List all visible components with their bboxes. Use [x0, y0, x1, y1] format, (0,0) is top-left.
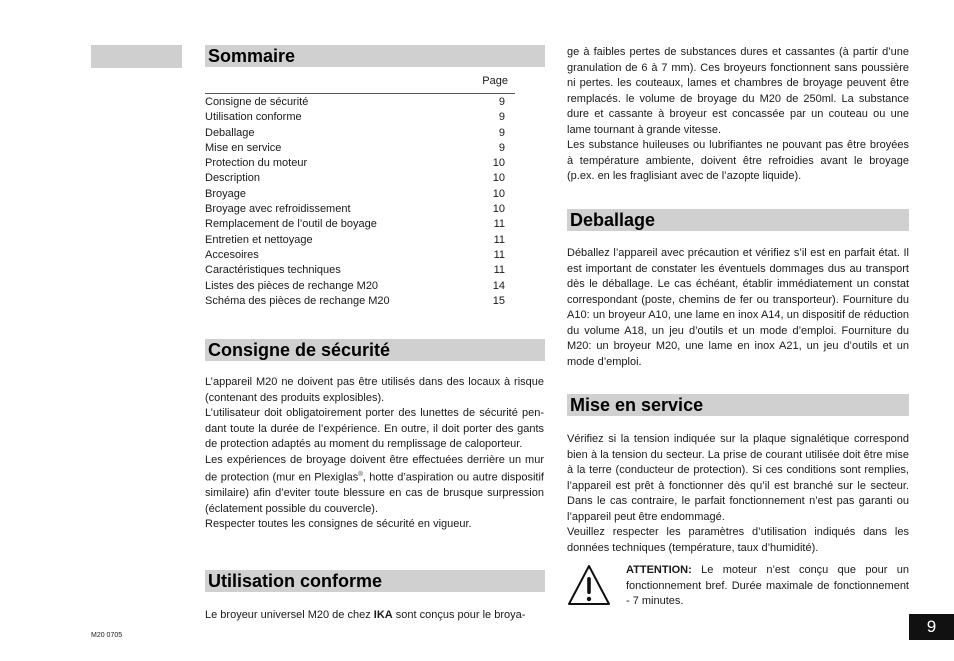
toc-page: 10 [492, 172, 505, 185]
consigne-paragraph-1: L’appareil M20 ne doivent pas être utilisés dans des locaux à risque (contenant des produits explosibles). [205, 376, 544, 404]
deballage-body [567, 246, 909, 370]
section-heading-consigne: Consigne de sécurité [205, 339, 545, 361]
toc-label: Accesoires [205, 248, 259, 261]
toc-page: 15 [492, 294, 505, 307]
toc-row [205, 279, 505, 294]
toc-page: 11 [493, 233, 505, 246]
toc-label: Remplacement de l’outil de boyage [205, 218, 377, 231]
toc-page: 11 [493, 218, 505, 231]
mise-paragraph-2: Veuillez respecter les paramètres d’utilisation indiqués dans les données techniques (température, taux d’humidité). [567, 526, 909, 554]
toc-page: 10 [492, 157, 505, 170]
toc-row [205, 202, 505, 217]
section-heading-utilisation: Utilisation conforme [205, 570, 545, 592]
toc-row [205, 294, 505, 309]
toc-label: Description [205, 172, 261, 185]
toc-page: 11 [493, 264, 505, 277]
utilisation-continued [567, 45, 909, 185]
toc-row [205, 110, 505, 125]
section-heading-deballage: Deballage [567, 209, 909, 231]
toc-row [205, 187, 505, 202]
toc-row [205, 156, 505, 171]
toc-row [205, 126, 505, 141]
toc-label: Caractéristiques techniques [205, 264, 341, 277]
mise-paragraph-1: Vérifiez si la tension indiquée sur la plaque signalétique correspond bien à la tension du secteur. La prise de courant utilisée doit être mise à la terre (conducteur de protection). Si ces conditions sont remplies, l’appareil est prêt à fonctionner dès qu’il est branché sur le secteur. Dans le cas contraire, le parfait fonctionnement n’est pas garanti ou l’appareil peut être endommagé. [567, 433, 909, 523]
toc-label: Broyage avec refroidissement [205, 203, 351, 216]
attention-text: Le moteur n’est conçu que pour un fonctionnement bref. Durée maximale de fonctionnement - 7 minutes. [626, 564, 909, 607]
toc-row [205, 248, 505, 263]
toc-label: Protection du moteur [205, 157, 308, 170]
toc-row [205, 171, 505, 186]
consigne-paragraph-2: L’utilisateur doit obligatoirement porter des lunettes de sécurité pen-dant toute la durée de l’expérience. En outre, il doit porter des gants de protection adaptés au moment du remplissage de caloporteur. [205, 407, 544, 450]
toc-label: Schéma des pièces de rechange M20 [205, 294, 390, 307]
brand-name: IKA [373, 609, 393, 621]
consigne-paragraph-3: Les expériences de broyage doivent être effectuées derrière un mur de protection (mur en Plexiglas®, hotte d’aspiration ou autre dispositif similaire) afin d’eviter toute blessure en cas de brusque surpression (éclatement possible du couvercle). [205, 453, 544, 515]
toc-label: Listes des pièces de rechange M20 [205, 279, 379, 292]
consigne-paragraph-4: Respecter toutes les consignes de sécurité en vigueur. [205, 518, 472, 531]
toc-page: 9 [498, 141, 505, 154]
section-heading-sommaire: Sommaire [205, 45, 545, 67]
toc-page: 10 [492, 187, 505, 200]
utilisation-paragraph-2: Les substance huileuses ou lubrifiantes ne pouvant pas être broyées à température ambiente, doivent être refroidies avant le broyage (p.ex. en les fraglisiant avec de l’azopte liquide). [567, 139, 909, 182]
toc-row [205, 217, 505, 232]
attention-note [626, 563, 909, 610]
section-heading-mise-en-service: Mise en service [567, 394, 909, 416]
header-tab-bar [91, 45, 182, 68]
toc-page: 9 [498, 126, 505, 139]
deballage-paragraph-1: Déballez l’appareil avec précaution et vérifiez s’il est en parfait état. Il est important de constater les éventuels dommages dus au transport dès le déballage. Le cas échéant, établir immédiatement un constat correspondant (poste, chemins de fer ou transporteur). Fourniture du A10: un broyeur A10, une lame en inox A14, un dispositif de réduction du volume A18, un jeu d’outils et un mode d’emploi. Fourniture du M20: un broyeur M20, une lame en inox A21, un jeu d’outils et un mode d’emploi. [567, 247, 909, 368]
toc-page-column-header: Page [482, 75, 508, 87]
toc-page: 9 [498, 96, 505, 108]
utilisation-paragraph-1: ge à faibles pertes de substances dures et cassantes (à partir d’une granulation de 6 à 7 mm). Ces broyeurs fonctionnent sans poussière ni pertes. les couteaux, lames et chambres de broyage peuvent être remplacés. le volume de broyage du M20 de 250ml. La substance dure et cassante à broyeur est concassée par un couteau ou une lame tournant à grande vitesse. [567, 46, 909, 136]
page-number: 9 [909, 614, 954, 640]
attention-label: ATTENTION: [626, 564, 692, 576]
toc-label: Utilisation conforme [205, 111, 302, 124]
toc-row [205, 263, 505, 278]
table-of-contents [205, 95, 505, 309]
consigne-body [205, 375, 544, 533]
toc-page: 14 [492, 279, 505, 292]
toc-label: Entretien et nettoyage [205, 233, 313, 246]
toc-label: Deballage [205, 126, 255, 139]
toc-row [205, 233, 505, 248]
toc-divider [205, 93, 515, 94]
toc-row [205, 95, 505, 110]
toc-page: 9 [498, 111, 505, 124]
toc-page: 10 [492, 203, 505, 216]
utilisation-intro: Le broyeur universel M20 de chez IKA sont conçus pour le broya- [205, 609, 526, 621]
toc-row [205, 141, 505, 156]
toc-label: Consigne de sécurité [205, 96, 309, 108]
toc-label: Mise en service [205, 141, 282, 154]
warning-triangle-icon [567, 563, 611, 607]
toc-label: Broyage [205, 187, 246, 200]
document-code: M20 0705 [91, 632, 123, 639]
mise-body [567, 432, 909, 556]
toc-page: 11 [493, 248, 505, 261]
